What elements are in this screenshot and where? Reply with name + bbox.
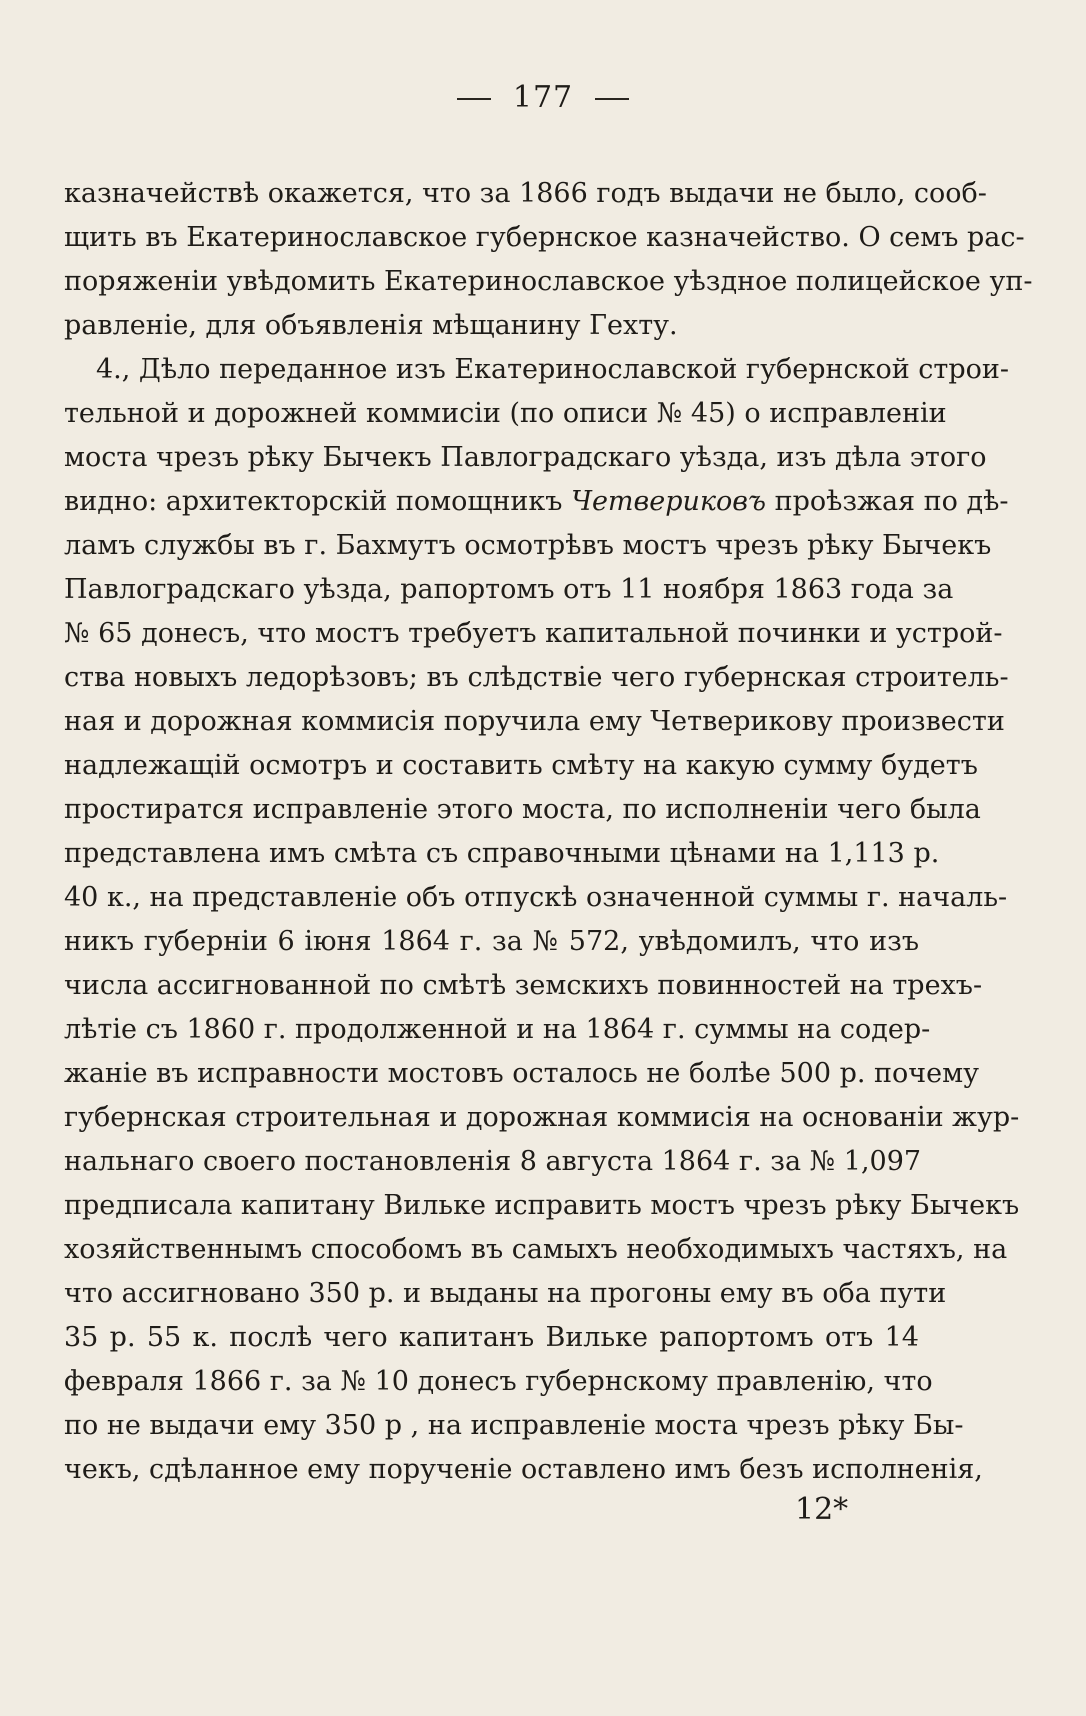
text-line: равленіе, для объявленія мѣщанину Гехту.	[64, 310, 678, 341]
header-dash-left	[457, 98, 491, 100]
text-line: февраля 1866 г. за № 10 донесъ губернскому правленію, что	[64, 1366, 933, 1397]
text-line: видно: архитекторскій помощникъ Четвериковъ проѣзжая по дѣ-	[64, 486, 1009, 517]
text-line: моста чрезъ рѣку Бычекъ Павлоградскаго уѣзда, изъ дѣла этого	[64, 442, 987, 473]
text-line: ламъ службы въ г. Бахмутъ осмотрѣвъ мостъ чрезъ рѣку Бычекъ	[64, 530, 992, 561]
header-dash-right	[595, 98, 629, 100]
text-line: нальнаго своего постановленія 8 августа 1864 г. за № 1,097	[64, 1146, 922, 1177]
text-line: предписала капитану Вильке исправить мостъ чрезъ рѣку Бычекъ	[64, 1190, 1020, 1221]
page-body	[64, 172, 1033, 1492]
text-line: простиратся исправленіе этого моста, по исполненіи чего была	[64, 794, 981, 825]
text-line: надлежащій осмотръ и составить смѣту на какую сумму будетъ	[64, 750, 978, 781]
text-line: 35 р. 55 к. послѣ чего капитанъ Вильке рапортомъ отъ 14	[64, 1322, 919, 1353]
text-line: 40 к., на представленіе объ отпускѣ означенной суммы г. началь-	[64, 882, 1008, 913]
text-line: представлена имъ смѣта съ справочными цѣнами на 1,113 р.	[64, 838, 940, 869]
text-line: что ассигновано 350 р. и выданы на прогоны ему въ оба пути	[64, 1278, 947, 1309]
text-line: лѣтіе съ 1860 г. продолженной и на 1864 г. суммы на содер-	[64, 1014, 931, 1045]
page-header	[0, 80, 1086, 115]
printer-signature-mark: 12*	[795, 1492, 849, 1527]
text-line: Павлоградскаго уѣзда, рапортомъ отъ 11 ноября 1863 года за	[64, 574, 954, 605]
text-line: поряженіи увѣдомить Екатеринославское уѣздное полицейское уп-	[64, 266, 1033, 297]
text-line: хозяйственнымъ способомъ въ самыхъ необходимыхъ частяхъ, на	[64, 1234, 1008, 1265]
italic-name: Четвериковъ	[571, 486, 766, 517]
text-line: № 65 донесъ, что мостъ требуетъ капитальной починки и устрой-	[64, 618, 1003, 649]
text-line: жаніе въ исправности мостовъ осталось не болѣе 500 р. почему	[64, 1058, 980, 1089]
text-line: ная и дорожная коммисія поручила ему Четверикову произвести	[64, 706, 1005, 737]
text-line: губернская строительная и дорожная коммисія на основаніи жур-	[64, 1102, 1020, 1133]
text-line: 4., Дѣло переданное изъ Екатеринославской губернской строи-	[96, 354, 1010, 385]
text-line: ства новыхъ ледорѣзовъ; въ слѣдствіе чего губернская строитель-	[64, 662, 1009, 693]
text-line: чекъ, сдѣланное ему порученіе оставлено имъ безъ исполненія,	[64, 1454, 983, 1485]
text-line: по не выдачи ему 350 р , на исправленіе моста чрезъ рѣку Бы-	[64, 1410, 964, 1441]
text-line: тельной и дорожней коммисіи (по описи № 45) о исправленіи	[64, 398, 947, 429]
page-number: 177	[512, 80, 574, 115]
text-line: никъ губерніи 6 іюня 1864 г. за № 572, увѣдомилъ, что изъ	[64, 926, 919, 957]
text-line: казначействѣ окажется, что за 1866 годъ выдачи не было, сооб-	[64, 178, 987, 209]
text-line: щить въ Екатеринославское губернское казначейство. О семъ рас-	[64, 222, 1025, 253]
text-line: числа ассигнованной по смѣтѣ земскихъ повинностей на трехъ-	[64, 970, 983, 1001]
